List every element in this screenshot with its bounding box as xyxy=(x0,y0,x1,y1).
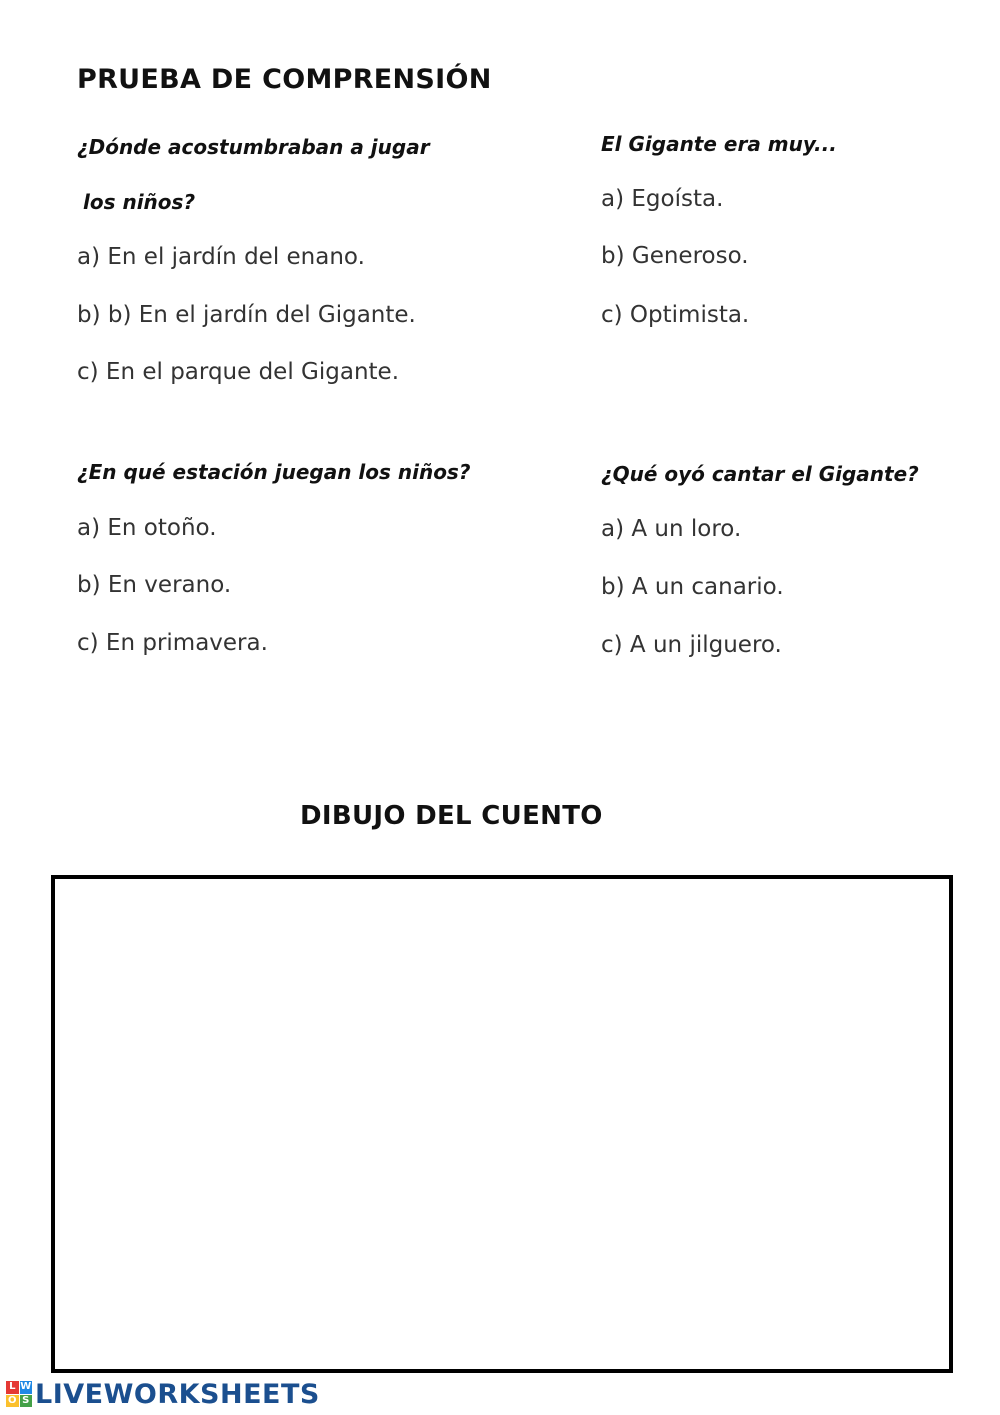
question-1-option-b[interactable]: b) b) En el jardín del Gigante. xyxy=(77,302,416,328)
logo-cell-4: S xyxy=(20,1395,33,1408)
logo-cell-3: O xyxy=(7,1394,17,1406)
liveworksheets-brand-text: LIVEWORKSHEETS xyxy=(35,1378,320,1410)
question-4-option-c[interactable]: c) A un jilguero. xyxy=(601,632,782,658)
question-1-text-line-2: los niños? xyxy=(83,190,196,214)
question-3-option-a[interactable]: a) En otoño. xyxy=(77,515,217,541)
drawing-section-title: DIBUJO DEL CUENTO xyxy=(300,801,603,831)
page-title: PRUEBA DE COMPRENSIÓN xyxy=(77,64,492,95)
question-3-text: ¿En qué estación juegan los niños? xyxy=(77,460,471,484)
question-2-text: El Gigante era muy... xyxy=(601,132,837,156)
question-2-option-a[interactable]: a) Egoísta. xyxy=(601,186,724,212)
drawing-area[interactable] xyxy=(51,875,953,1373)
question-4-text: ¿Qué oyó cantar el Gigante? xyxy=(601,462,919,486)
question-1-text-line-1: ¿Dónde acostumbraban a jugar xyxy=(77,135,430,159)
question-3-option-c[interactable]: c) En primavera. xyxy=(77,630,268,656)
question-3-option-b[interactable]: b) En verano. xyxy=(77,572,232,598)
logo-cell-2: W xyxy=(20,1381,32,1393)
question-2-option-c[interactable]: c) Optimista. xyxy=(601,302,750,328)
question-1-option-c[interactable]: c) En el parque del Gigante. xyxy=(77,359,399,385)
logo-cell-1: L xyxy=(6,1381,19,1394)
question-1-option-a[interactable]: a) En el jardín del enano. xyxy=(77,244,365,270)
question-4-option-b[interactable]: b) A un canario. xyxy=(601,574,784,600)
liveworksheets-logo xyxy=(6,1378,320,1410)
question-4-option-a[interactable]: a) A un loro. xyxy=(601,516,742,542)
question-2-option-b[interactable]: b) Generoso. xyxy=(601,243,749,269)
liveworksheets-logo-icon xyxy=(6,1381,32,1407)
